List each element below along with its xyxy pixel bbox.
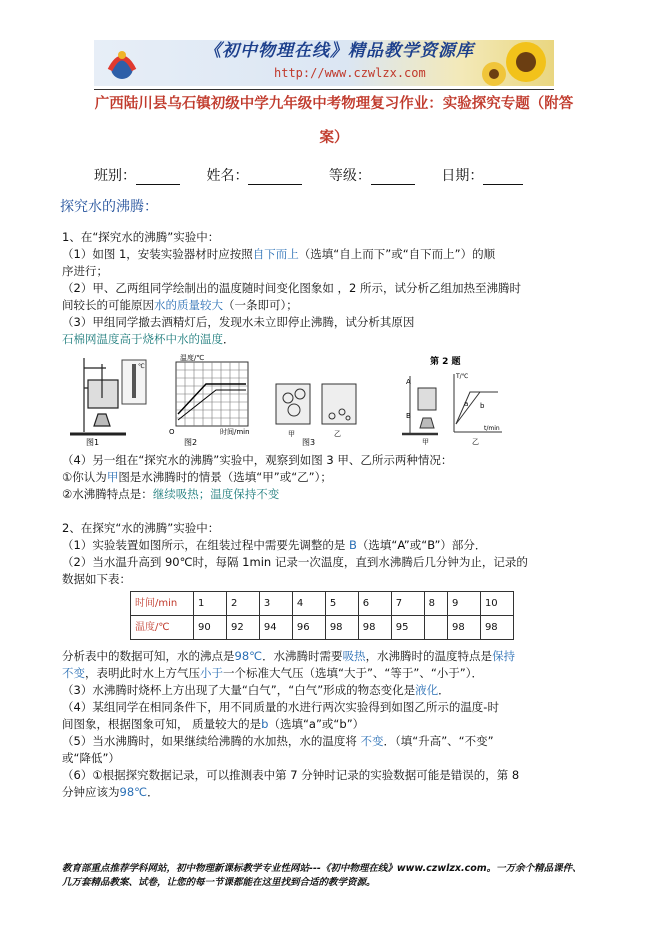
figures-row: [66, 354, 506, 446]
temperature-data-table: [130, 591, 514, 640]
q2-a2-text2: 一个标准大气压（选填“大于”、“等于”、“小于”）．: [223, 666, 483, 680]
q2-part4-line2: [62, 716, 364, 733]
q1-p2-answer: 水的质量较大: [154, 298, 223, 312]
q1-part2-line: （2）甲、乙两组同学绘制出的温度随时间变化图象如 ，2 所示，试分析乙组加热至沸腾时: [62, 281, 521, 295]
q1-part3-line: （3）甲组同学撤去酒精灯后，发现水未立即停止沸腾，试分析其原因: [62, 315, 415, 329]
header-rule: [94, 89, 554, 90]
q2-a1-text2: ．水沸腾时需要: [262, 649, 343, 663]
doc-title-line1: 广西陆川县乌石镇初级中学九年级中考物理复习作业：实验探究专题（附答: [94, 96, 574, 112]
q2-a2-text: ，表明此时水上方气压: [85, 666, 200, 680]
q2-p6-answer: 98℃: [119, 785, 148, 799]
class-label: 班别：: [94, 168, 136, 184]
q2-p6-end: ．: [147, 785, 159, 799]
q2-curve-b: b: [480, 402, 485, 410]
doc-title-line2: 案）: [319, 130, 349, 146]
q2-a1-answer: 98℃: [234, 649, 263, 663]
fig2-time-axis: 时间/min: [220, 428, 250, 436]
q2-p5-text: （5）当水沸腾时，如果继续给沸腾的水加热，水的温度将: [62, 734, 357, 748]
class-blank[interactable]: [136, 170, 180, 185]
q2-yi-label: 乙: [472, 438, 479, 446]
q2-p6-text: 分钟应该为: [62, 785, 120, 799]
q2-p3-answer: 液化: [415, 683, 439, 697]
fig3-yi-label: 乙: [334, 430, 341, 438]
q2-part6-line: （6）①根据探究数据记录，可以推测表中第 7 分钟时记录的实验数据可能是错误的，第 8: [62, 768, 520, 782]
q2-a1-text3: ，水沸腾时的温度特点是: [365, 649, 493, 663]
table-cell: 9: [447, 592, 480, 616]
banner-url: http://www.czwlzx.com: [274, 66, 426, 80]
q2-label-B: B: [406, 412, 411, 420]
name-blank[interactable]: [248, 170, 302, 185]
q2-fig-title: 第 2 题: [430, 357, 461, 367]
fig3-label: 图3: [302, 438, 316, 446]
q1-intro: 1、在“探究水的沸腾”实验中：: [62, 230, 220, 244]
table-row: [131, 616, 514, 640]
q2-curve-a: a: [464, 400, 469, 408]
q2-part1-line: [62, 537, 486, 554]
q1-part2-line2: [62, 297, 298, 314]
table-cell: 4: [292, 592, 325, 616]
q2-time-axis: t/min: [484, 425, 500, 432]
q1-part3-line2: [62, 331, 235, 348]
q2-a2-answer: 不变: [62, 666, 85, 680]
fig2-temp-axis: 温度/℃: [180, 354, 205, 362]
q1-p1-text2: （选填“自上而下”或“自下而上”）的顺: [298, 247, 496, 261]
q2-temp-axis: T/℃: [456, 373, 469, 380]
table-cell: 94: [259, 616, 292, 640]
footer-line2: 几万套精品教案、试卷，让您的每一节课都能在这里找到合适的教学资源。: [62, 877, 376, 888]
table-cell: 98: [358, 616, 391, 640]
q2-p5-answer: 不变: [360, 734, 384, 748]
fig2-label: 图2: [184, 438, 198, 446]
q2-a2-answer2: 小于: [200, 666, 223, 680]
q1-p4b-text2: 图是水沸腾时的情景（选填“甲”或“乙”）；: [118, 470, 332, 484]
fig2-grid-graph: [176, 362, 248, 426]
q2-part2-line2: 数据如下表：: [62, 572, 131, 586]
site-logo-icon: [104, 44, 140, 82]
table-header-temp: 温度/℃: [131, 616, 194, 640]
q2-a1-answer3: 保持: [492, 649, 516, 663]
table-cell: 90: [194, 616, 227, 640]
table-cell: 7: [391, 592, 424, 616]
q2-label-A: A: [406, 378, 411, 386]
q1-p1-text: （1）如图 1，安装实验器材时应按照: [62, 247, 253, 261]
grade-label: 等级：: [328, 168, 371, 184]
table-header-time: 时间/min: [131, 592, 194, 616]
table-cell: 3: [259, 592, 292, 616]
q1-p2-text: 间较长的可能原因: [62, 298, 154, 312]
table-cell: 96: [292, 616, 325, 640]
fig1-label: 图1: [86, 438, 100, 446]
table-cell: 92: [226, 616, 259, 640]
q1-p3-end: ．: [223, 332, 235, 346]
table-cell: 1: [194, 592, 227, 616]
thermometer-icon: [122, 360, 146, 404]
q2-p1-answer: B: [348, 538, 357, 552]
date-label: 日期：: [441, 168, 484, 184]
sunflower-icon: [474, 40, 554, 86]
table-cell: 98: [325, 616, 358, 640]
fig3-beakers: [276, 384, 356, 424]
q1-part1-line2: 序进行；: [62, 264, 108, 278]
q1-p4c-answer: 继续吸热；温度保持不变: [152, 487, 280, 501]
q1-part4-line: （4）另一组在“探究水的沸腾”实验中，观察到如图 3 甲、乙所示两种情况：: [62, 453, 453, 467]
table-cell: 10: [480, 592, 513, 616]
q2-p4-answer: b: [261, 717, 269, 731]
q2-part6-line2: [62, 784, 159, 801]
q1-part4-c: [62, 486, 279, 503]
q2-p4-text2: （选填“a”或“b”）: [268, 717, 365, 731]
q2-a1-text: 分析表中的数据可知，水的沸点是: [62, 649, 235, 663]
grade-blank[interactable]: [371, 170, 415, 185]
svg-text:℃: ℃: [138, 363, 145, 370]
q2-part5-line: [62, 733, 494, 750]
student-info-line: [94, 168, 523, 185]
q2-jia-label: 甲: [422, 438, 429, 446]
fig1-apparatus: [70, 358, 126, 434]
table-row: [131, 592, 514, 616]
date-blank[interactable]: [483, 170, 523, 185]
q1-p4b-text: ①你认为: [62, 470, 107, 484]
q1-part1-line: [62, 246, 495, 263]
table-cell: 95: [391, 616, 424, 640]
q2-p3-end: ．: [438, 683, 450, 697]
q2-graph: [454, 374, 502, 432]
fig3-jia-label: 甲: [288, 430, 295, 438]
site-banner: [94, 40, 554, 86]
q1-p4b-answer: 甲: [106, 470, 119, 484]
q2-part3-line: [62, 682, 450, 699]
table-cell: 5: [325, 592, 358, 616]
q1-part4-b: [62, 469, 332, 486]
q2-part5-line2: 或“降低”）: [62, 751, 120, 765]
q2-p1-text: （1）实验装置如图所示，在组装过程中需要先调整的是: [62, 538, 346, 552]
q2-analysis-line: [62, 648, 515, 665]
banner-title: 《初中物理在线》精品教学资源库: [204, 41, 474, 61]
q2-intro: 2、在探究“水的沸腾”实验中：: [62, 521, 220, 535]
table-cell: 2: [226, 592, 259, 616]
q1-p1-answer: 自下而上: [252, 247, 299, 261]
section-title: 探究水的沸腾：: [60, 199, 158, 215]
q1-p4c-text: ②水沸腾特点是：: [62, 487, 153, 501]
table-cell: 98: [447, 616, 480, 640]
q2-p5-text2: ．（填“升高”、“不变”: [383, 734, 494, 748]
q1-p3-answer: 石棉网温度高于烧杯中水的温度: [62, 332, 223, 346]
table-cell: 98: [480, 616, 513, 640]
q2-part2-line: （2）当水温升高到 90℃时，每隔 1min 记录一次温度，直到水沸腾后几分钟为止，记录的: [62, 555, 528, 569]
table-cell: 6: [358, 592, 391, 616]
q2-p1-text2: （选填“A”或“B”）部分．: [356, 538, 487, 552]
fig2-origin: O: [169, 428, 175, 436]
q2-part4-line: （4）某组同学在相同条件下，用不同质量的水进行两次实验得到如图乙所示的温度-时: [62, 700, 499, 714]
q2-p3-text: （3）水沸腾时烧杯上方出现了大量“白气”，“白气”形成的物态变化是: [62, 683, 416, 697]
footer-line1: 教育部重点推荐学科网站，初中物理新课标教学专业性网站---《初中物理在线》www.czwlzx.com。一万余个精品课件、: [62, 863, 582, 874]
q2-analysis-line2: [62, 665, 483, 682]
q1-p2-text2: （一条即可）；: [223, 298, 298, 312]
table-cell: 8: [424, 592, 447, 616]
q2-a1-answer2: 吸热: [342, 649, 366, 663]
table-cell: [424, 616, 447, 640]
q2-p4-text: 间图象，根据图象可知， 质量较大的是: [62, 717, 262, 731]
page-footer: [62, 862, 582, 890]
name-label: 姓名：: [206, 168, 249, 184]
